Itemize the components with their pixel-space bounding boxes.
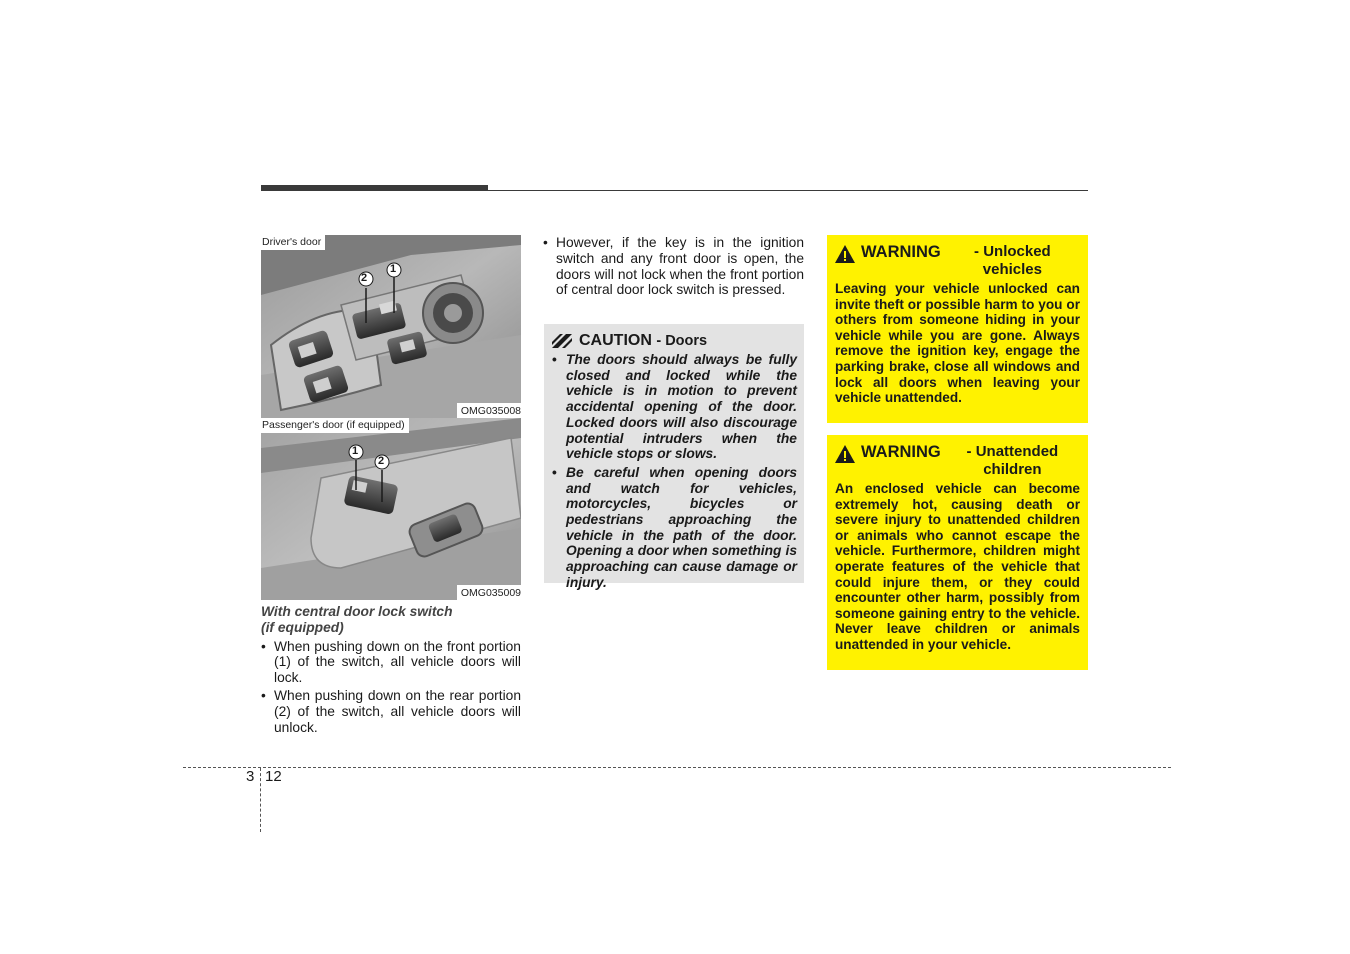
page-number: 12 (265, 768, 282, 785)
callout-1: 1 (390, 263, 397, 275)
caution-list (552, 352, 797, 591)
caution-subtitle: - Doors (656, 333, 708, 349)
column-1-text (261, 604, 521, 737)
photo-caption: Driver's door (261, 235, 325, 250)
caution-word: CAUTION (579, 332, 652, 349)
callout-2: 2 (378, 455, 385, 467)
bullet-list (543, 235, 804, 298)
warning-title (835, 443, 1080, 479)
passengers-door-photo (261, 418, 521, 600)
photo-code: OMG035008 (457, 403, 521, 418)
passengers-door-illustration (261, 418, 521, 600)
warning-triangle-icon (835, 245, 855, 268)
warning-box-unlocked (827, 235, 1088, 423)
column-2-text (543, 232, 804, 300)
warning-body: Leaving your vehicle unlocked can invite theft or possible harm to you or others from someone hiding in your vehicle while you are gone. Always remove the ignition key, engage the parking brake, close all windows and lock all doors when leaving your vehicle unattended. (835, 281, 1080, 406)
list-item: • When pushing down on the rear portion (2) of the switch, all vehicle doors will unlock. (261, 688, 521, 735)
caution-box (544, 324, 804, 590)
callout-1: 1 (352, 445, 359, 457)
footer-divider (260, 768, 261, 832)
warning-subtitle: - Unlocked vehicles (974, 243, 1051, 278)
drivers-door-photo (261, 235, 521, 418)
warning-word: WARNING (861, 243, 941, 261)
chapter-number: 3 (246, 768, 255, 785)
warning-body: An enclosed vehicle can become extremely hot, causing death or severe injury to unattended children or animals who cannot escape the vehicle. Furthermore, children might operate features of the vehicle that could injure them, or they could encounter other harm, possibly from someone gaining entry to the vehicle. Never leave children or animals unattended in your vehicle. (835, 481, 1080, 652)
warning-box-children (827, 435, 1088, 670)
bullet-list (261, 639, 521, 736)
photo-caption: Passenger's door (if equipped) (261, 418, 409, 433)
photo-code: OMG035009 (457, 585, 521, 600)
header-rule (261, 190, 1088, 191)
warning-word: WARNING (861, 443, 941, 461)
warning-triangle-icon (835, 445, 855, 468)
callout-2: 2 (361, 272, 368, 284)
footer-rule (183, 767, 1171, 768)
list-item: • The doors should always be fully closed and locked while the vehicle is in motion to prevent accidental opening of the door. Locked doors will also discourage potential intruders when the vehicle stops or slows. (552, 352, 797, 462)
subheading: With central door lock switch (if equipped) (261, 604, 453, 635)
list-item: • Be careful when opening doors and watch for vehicles, motorcycles, bicycles or pedestrians approaching the vehicle in the path of the door. Opening a door when something is approaching can cause damage or injury. (552, 465, 797, 591)
list-item: • When pushing down on the front portion (1) of the switch, all vehicle doors will lock. (261, 639, 521, 686)
caution-title (552, 332, 797, 350)
list-item: • However, if the key is in the ignition switch and any front door is open, the doors will not lock when the front portion of central door lock switch is pressed. (543, 235, 804, 298)
warning-subtitle: - Unattended children (966, 443, 1059, 478)
caution-icon (552, 334, 572, 348)
warning-title (835, 243, 1080, 279)
